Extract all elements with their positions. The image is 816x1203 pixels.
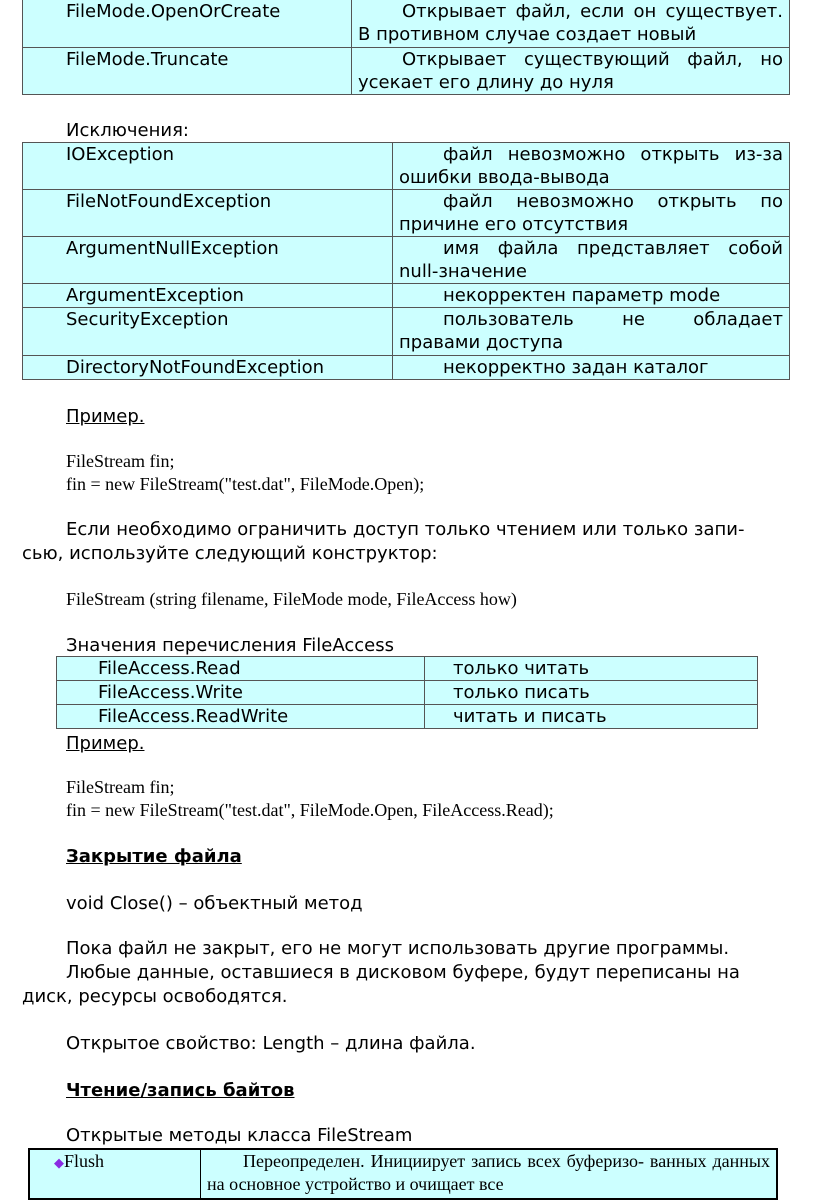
code-line: fin = new FileStream("test.dat", FileMode.Open, FileAccess.Read);: [66, 800, 554, 820]
cell-desc: читать и писать: [425, 705, 758, 729]
table-row: [23, 284, 790, 308]
code-line: FileStream fin;: [66, 451, 175, 471]
cell-desc: пользователь не обладает правами доступа: [393, 308, 790, 356]
cell-desc: файл невозможно открыть из-за ошибки ввода-вывода: [393, 143, 790, 190]
close-heading: Закрытие файла: [66, 846, 242, 867]
cell-name: FileMode.Truncate: [23, 48, 352, 95]
table-row: [29, 1149, 777, 1199]
rw-heading: Чтение/запись байтов: [66, 1080, 295, 1101]
exceptions-table: [22, 142, 790, 380]
method-name: Flush: [64, 1151, 105, 1171]
cell-desc: файл невозможно открыть по причине его отсутствия: [393, 190, 790, 237]
fileaccess-table: [56, 656, 758, 729]
paragraph-line: Любые данные, оставшиеся в дисковом буфере, будут переписаны на: [66, 962, 740, 983]
paragraph-line: Если необходимо ограничить доступ только чтением или только запи-: [66, 519, 745, 540]
method-icon: ◆: [54, 1155, 64, 1170]
table-row: [23, 308, 790, 356]
constructor-signature: FileStream (string filename, FileMode mode, FileAccess how): [66, 589, 517, 609]
table-row: [23, 48, 790, 95]
cell-name: FileAccess.Read: [57, 657, 425, 681]
methods-label: Открытые методы класса FileStream: [66, 1125, 413, 1146]
cell-desc: имя файла представляет собой null-значение: [393, 237, 790, 284]
cell-name: SecurityException: [23, 308, 393, 356]
cell-desc: некорректен параметр mode: [393, 284, 790, 308]
cell-desc: Переопределен. Инициирует запись всех буферизо- ванных данных на основное устройство и очищает все: [201, 1149, 778, 1199]
table-row: [23, 143, 790, 190]
table-row: [57, 657, 758, 681]
cell-desc: только писать: [425, 681, 758, 705]
code-line: FileStream fin;: [66, 777, 175, 797]
filemode-table: [22, 0, 790, 95]
length-property: Открытое свойство: Length – длина файла.: [66, 1033, 476, 1054]
paragraph-line: диск, ресурсы освободятся.: [22, 986, 288, 1007]
cell-name: FileAccess.ReadWrite: [57, 705, 425, 729]
cell-desc: Открывает существующий файл, но усекает его длину до нуля: [352, 48, 790, 95]
cell-name: ArgumentException: [23, 284, 393, 308]
cell-desc: некорректно задан каталог: [393, 356, 790, 380]
cell-name: DirectoryNotFoundException: [23, 356, 393, 380]
cell-name: ArgumentNullException: [23, 237, 393, 284]
methods-table: [28, 1148, 778, 1200]
table-row: [23, 356, 790, 380]
paragraph-line: сью, используйте следующий конструктор:: [22, 543, 438, 564]
cell-name: IOException: [23, 143, 393, 190]
exceptions-label: Исключения:: [66, 120, 189, 141]
table-row: [23, 190, 790, 237]
cell-name: FileAccess.Write: [57, 681, 425, 705]
cell-name: [29, 1149, 201, 1199]
table-row: [57, 705, 758, 729]
cell-desc: только читать: [425, 657, 758, 681]
table-row: [23, 237, 790, 284]
paragraph-line: Пока файл не закрыт, его не могут использовать другие программы.: [66, 938, 730, 959]
cell-name: FileNotFoundException: [23, 190, 393, 237]
cell-desc: Открывает файл, если он существует. В противном случае создает новый: [352, 0, 790, 48]
table-row: [23, 0, 790, 48]
example-label: Пример.: [66, 406, 145, 427]
close-method: void Close() – объектный метод: [66, 893, 363, 914]
table-row: [57, 681, 758, 705]
cell-name: FileMode.OpenOrCreate: [23, 0, 352, 48]
code-line: fin = new FileStream("test.dat", FileMode.Open);: [66, 474, 425, 494]
example-label: Пример.: [66, 733, 145, 754]
fileaccess-label: Значения перечисления FileAccess: [66, 635, 394, 656]
